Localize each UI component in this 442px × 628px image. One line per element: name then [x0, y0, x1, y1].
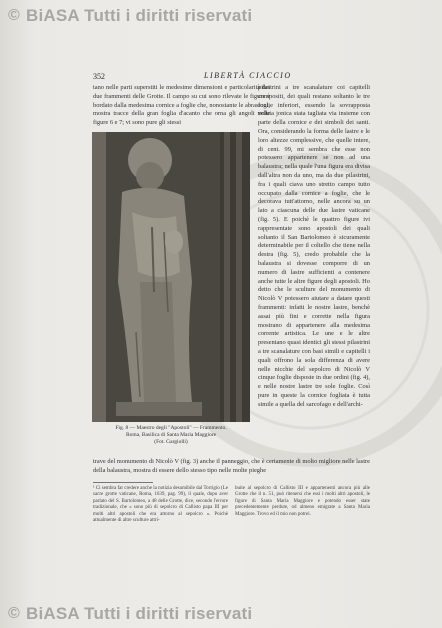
caption-line-1: Fig. 8 — Maestro degli "Apostoli" — Frammento. — [115, 425, 227, 431]
caption-line-2: Roma, Basilica di Santa Maria Maggiore — [125, 431, 217, 438]
footnote-right: buite al sepolcro di Callisto III e appartenenti ancora più alle Grotte che il n. 51, può ritenersi che essi i molti altri apostoli, le figure di Santa Maria Maggiore e potendo esser state precedentemente perdute, od almeno emigrate a Santa Maria Maggiore. Trovo ed il mio non potrei. — [235, 486, 370, 517]
page-header — [0, 71, 442, 85]
watermark-top-text: BiASA Tutti i diritti riservati — [26, 6, 253, 25]
right-column-paragraph: pilastrini a tre scanalature coi capitelli compositi, dei quali restano soltanto le tre foglie inferiori, essendo la sovrapposta voluta jonica stata tagliata via insieme con parte della cornice e dei simboli dei santi. Ora, considerando la forma delle lastre e le loro altezze complessive, che quelle intere, di cent. 99, mi sembra che esse non potessero appartenere se non ad una balaustra; nella quale l'una figura era divisa dall'altra non da uno, ma da due pilastrini, fra i quali ciava uno stretto campo tutto occupato dalla cornice a foglie, che le decorava tutt'attorno, nelle ancora su un lato a ciascuna delle due lastre vaticane (fig. 5). E poichè le quattro figure ivi rappresentate sono apostoli dei quali soltanto il San Bartolomeo è sicuramente determinabile per il coltello che tiene nella destra (fig. 5), credo probabile che la balaustra si dovesse comporre di un numero di lastre sufficienti a contenere anche tutte le altre figure degli apostoli. Ho detto che le sculture del monumento di Nicolò V potessero aiutare a datare questi frammenti: infatti le nostre lastre, benchè assai più fini e corrette nella figura mostrano di appartenere alla medesima corrente artistica. Le une e le altre presentano quasi identici gli stessi pilastrini a tre scanalature con basi simili e capitelli i quali offrono la sola differenza di avere nelle nicchie del sepolcro di Nicolò V cinque foglie disposte in due ordini (fig. 4), e nelle nostre lastre tre sole foglie. Così pure in queste la cornice fogliata è tutta simile a quella del sarcofago e dell'archi- — [258, 84, 370, 408]
intro-paragraph: tano nelle parti superstiti le medesime dimensioni e particolarità dei due frammenti delle Grotte. Il campo su cui sono rilevate le figure è bordato dalla medesima cornice a foglie che, nonostante le abrasioni, mostra tracce della gran foglia d'acanto che orna gli angoli nelle figure 6 e 7; vi sono pure gli stessi — [93, 84, 270, 127]
running-title: LIBERTÀ CIACCIO — [204, 71, 292, 80]
apostle-relief-photo — [92, 132, 250, 422]
page-number: 352 — [93, 72, 105, 81]
footnote-rule — [93, 482, 153, 483]
watermark-bottom-text: BiASA Tutti i diritti riservati — [26, 604, 253, 623]
copyright-icon: © — [8, 605, 20, 622]
apostle-relief-image — [92, 132, 250, 422]
watermark-top — [0, 4, 442, 28]
caption-line-3: (Fot. Gargiolli) — [154, 438, 188, 445]
footnotes — [93, 486, 370, 586]
footnote-left: ¹ Ci sembra far credere anche la notizia desumibile dal Torrigio (Le sacre grotte vaticane, Roma, 1639, pag. 99), il quale, dopo aver parlato del S. Bartolomeo, a 48 delle Grotte, dice, secondo l'errore tradizionale, che « sono più di sepolcro di Callisto papa III per molti altri apostoli che era attorno al sepolcro ». Poichè attualmente di altre sculture attri- — [93, 486, 228, 524]
copyright-icon: © — [8, 7, 20, 24]
watermark-bottom — [0, 602, 442, 626]
bottom-paragraph: trave del monumento di Nicolò V (fig. 3) anche il panneggio, che è certamente di molto migliore nelle lastre della balaustra, mostra di essere dello stesso tipo nelle molte pieghe — [93, 458, 370, 474]
figure-caption — [92, 425, 250, 445]
